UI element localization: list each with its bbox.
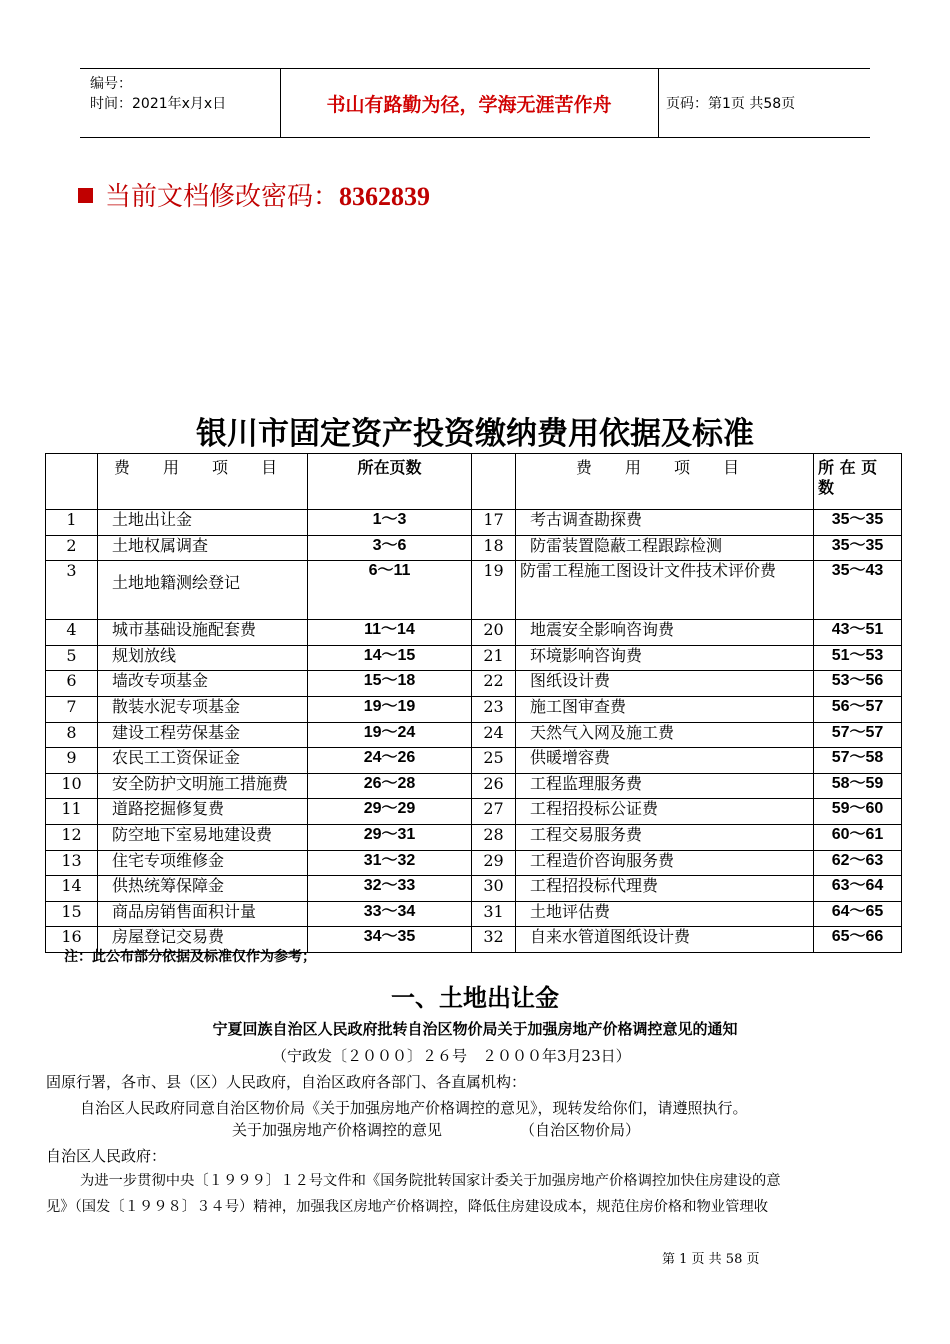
table-row: [46, 773, 902, 799]
page-range-left: 31～32: [308, 850, 472, 876]
table-row: [46, 824, 902, 850]
fee-item-right: 防雷工程施工图设计文件技术评价费: [516, 561, 814, 620]
table-row: [46, 535, 902, 561]
page-range-left: 32～33: [308, 876, 472, 902]
fee-item-right: 地震安全影响咨询费: [516, 620, 814, 646]
row-number-right: 19: [472, 561, 516, 620]
table-row: [46, 799, 902, 825]
header-item-left: 费 用 项 目: [98, 454, 308, 510]
fee-item-left: 规划放线: [98, 645, 308, 671]
row-number-left: 4: [46, 620, 98, 646]
body-paragraph-1: 自治区人民政府同意自治区物价局《关于加强房地产价格调控的意见》，现转发给你们，请遵照执行。: [80, 1099, 748, 1117]
table-row: [46, 561, 902, 620]
doc-number: （宁政发〔２０００〕２６号 ２０００年3月23日）: [272, 1047, 631, 1065]
page-range-right: 64～65: [814, 901, 902, 927]
row-number-right: 32: [472, 927, 516, 953]
row-number-left: 9: [46, 748, 98, 774]
opinion-source: （自治区物价局）: [520, 1121, 641, 1139]
table-header-row: [46, 454, 902, 510]
fee-item-right: 工程监理服务费: [516, 773, 814, 799]
row-number-left: 6: [46, 671, 98, 697]
fee-item-left: 房屋登记交易费: [98, 927, 308, 953]
password-notice: [78, 176, 430, 213]
row-number-left: 15: [46, 901, 98, 927]
fee-item-left: 土地地籍测绘登记: [98, 561, 308, 620]
page-range-left: 19～19: [308, 696, 472, 722]
header-meta: [80, 69, 281, 137]
header-page-right: 所 在 页 数: [814, 454, 902, 510]
table-row: [46, 850, 902, 876]
header-item-right: 费 用 项 目: [516, 454, 814, 510]
page-range-left: 26～28: [308, 773, 472, 799]
page-range-right: 53～56: [814, 671, 902, 697]
page-range-left: 14～15: [308, 645, 472, 671]
fee-item-right: 工程招投标代理费: [516, 876, 814, 902]
row-number-right: 23: [472, 696, 516, 722]
notice-title: 宁夏回族自治区人民政府批转自治区物价局关于加强房地产价格调控意见的通知: [212, 1020, 738, 1038]
row-number-left: 12: [46, 824, 98, 850]
row-number-right: 31: [472, 901, 516, 927]
header-motto: 书山有路勤为径，学海无涯苦作舟: [280, 69, 659, 137]
table-row: [46, 722, 902, 748]
page-range-left: 34～35: [308, 927, 472, 953]
page-range-left: 1～3: [308, 510, 472, 536]
fee-item-left: 墙改专项基金: [98, 671, 308, 697]
row-number-right: 25: [472, 748, 516, 774]
fee-item-left: 安全防护文明施工措施费: [98, 773, 308, 799]
page-range-left: 19～24: [308, 722, 472, 748]
fee-item-right: 自来水管道图纸设计费: [516, 927, 814, 953]
row-number-right: 18: [472, 535, 516, 561]
fee-item-right: 供暖增容费: [516, 748, 814, 774]
addressee: 自治区人民政府：: [46, 1147, 167, 1165]
page-range-right: 58～59: [814, 773, 902, 799]
fee-item-left: 供热统筹保障金: [98, 876, 308, 902]
page-range-left: 3～6: [308, 535, 472, 561]
fee-item-right: 土地评估费: [516, 901, 814, 927]
row-number-left: 13: [46, 850, 98, 876]
page-range-right: 65～66: [814, 927, 902, 953]
page-range-left: 29～29: [308, 799, 472, 825]
document-title: 银川市固定资产投资缴纳费用依据及标准: [196, 416, 754, 452]
table-row: [46, 620, 902, 646]
fee-table: [45, 453, 902, 953]
document-number-label: 编号：: [90, 76, 132, 92]
table-row: [46, 696, 902, 722]
page-header: [80, 68, 870, 138]
page-range-left: 11～14: [308, 620, 472, 646]
fee-item-right: 环境影响咨询费: [516, 645, 814, 671]
row-number-right: 30: [472, 876, 516, 902]
header-number-right: [472, 454, 516, 510]
row-number-left: 14: [46, 876, 98, 902]
row-number-right: 28: [472, 824, 516, 850]
row-number-left: 16: [46, 927, 98, 953]
page-range-right: 62～63: [814, 850, 902, 876]
row-number-right: 17: [472, 510, 516, 536]
fee-item-left: 建设工程劳保基金: [98, 722, 308, 748]
table-row: [46, 901, 902, 927]
fee-item-left: 道路挖掘修复费: [98, 799, 308, 825]
table-row: [46, 645, 902, 671]
row-number-right: 22: [472, 671, 516, 697]
page-range-right: 63～64: [814, 876, 902, 902]
row-number-right: 24: [472, 722, 516, 748]
table-note: 注：此公布部分依据及标准仅作为参考；: [64, 949, 316, 965]
page-range-right: 35～35: [814, 535, 902, 561]
row-number-left: 3: [46, 561, 98, 620]
page-range-right: 51～53: [814, 645, 902, 671]
page-range-right: 59～60: [814, 799, 902, 825]
table-row: [46, 510, 902, 536]
fee-item-left: 商品房销售面积计量: [98, 901, 308, 927]
recipients: 固原行署，各市、县（区）人民政府，自治区政府各部门、各直属机构：: [46, 1073, 527, 1091]
square-bullet-icon: [78, 188, 93, 203]
fee-item-left: 住宅专项维修金: [98, 850, 308, 876]
page-range-left: 6～11: [308, 561, 472, 620]
row-number-right: 20: [472, 620, 516, 646]
row-number-right: 27: [472, 799, 516, 825]
fee-item-right: 天然气入网及施工费: [516, 722, 814, 748]
fee-item-left: 农民工工资保证金: [98, 748, 308, 774]
password-value: 8362839: [339, 182, 431, 211]
fee-item-left: 土地出让金: [98, 510, 308, 536]
row-number-right: 26: [472, 773, 516, 799]
row-number-left: 5: [46, 645, 98, 671]
header-page-info: 页码：第1页 共58页: [666, 96, 796, 112]
body-paragraph-2-line-2: 见》（国发〔１９９８〕３４号）精神，加强我区房地产价格调控，降低住房建设成本，规范住房价格和物业管理收: [46, 1199, 768, 1215]
password-label: 当前文档修改密码：: [105, 182, 340, 212]
table-row: [46, 671, 902, 697]
page-range-right: 60～61: [814, 824, 902, 850]
table-row: [46, 876, 902, 902]
row-number-right: 29: [472, 850, 516, 876]
fee-item-left: 城市基础设施配套费: [98, 620, 308, 646]
row-number-right: 21: [472, 645, 516, 671]
page-range-right: 57～58: [814, 748, 902, 774]
page-range-right: 57～57: [814, 722, 902, 748]
page-range-right: 35～43: [814, 561, 902, 620]
row-number-left: 2: [46, 535, 98, 561]
header-page-left: 所在页数: [308, 454, 472, 510]
header-number-left: [46, 454, 98, 510]
document-date: 时间：2021年x月x日: [90, 96, 227, 112]
section-title: 一、土地出让金: [391, 984, 559, 1012]
row-number-left: 10: [46, 773, 98, 799]
fee-item-right: 工程交易服务费: [516, 824, 814, 850]
page-footer: 第 1 页 共 58 页: [662, 1252, 760, 1267]
fee-item-right: 工程造价咨询服务费: [516, 850, 814, 876]
page-range-left: 29～31: [308, 824, 472, 850]
page-range-left: 24～26: [308, 748, 472, 774]
page-range-right: 56～57: [814, 696, 902, 722]
row-number-left: 7: [46, 696, 98, 722]
table-row: [46, 748, 902, 774]
body-paragraph-2-line-1: 为进一步贯彻中央〔１９９９〕１２号文件和《国务院批转国家计委关于加强房地产价格调控加快住房建设的意: [80, 1173, 781, 1189]
row-number-left: 8: [46, 722, 98, 748]
fee-item-right: 图纸设计费: [516, 671, 814, 697]
fee-item-left: 防空地下室易地建设费: [98, 824, 308, 850]
page-range-left: 15～18: [308, 671, 472, 697]
row-number-left: 1: [46, 510, 98, 536]
page-range-right: 43～51: [814, 620, 902, 646]
row-number-left: 11: [46, 799, 98, 825]
fee-item-left: 散装水泥专项基金: [98, 696, 308, 722]
page-range-right: 35～35: [814, 510, 902, 536]
fee-item-right: 施工图审查费: [516, 696, 814, 722]
page-range-left: 33～34: [308, 901, 472, 927]
fee-item-right: 工程招投标公证费: [516, 799, 814, 825]
fee-item-right: 考古调查勘探费: [516, 510, 814, 536]
fee-item-left: 土地权属调查: [98, 535, 308, 561]
opinion-title: 关于加强房地产价格调控的意见: [232, 1121, 443, 1139]
fee-item-right: 防雷装置隐蔽工程跟踪检测: [516, 535, 814, 561]
